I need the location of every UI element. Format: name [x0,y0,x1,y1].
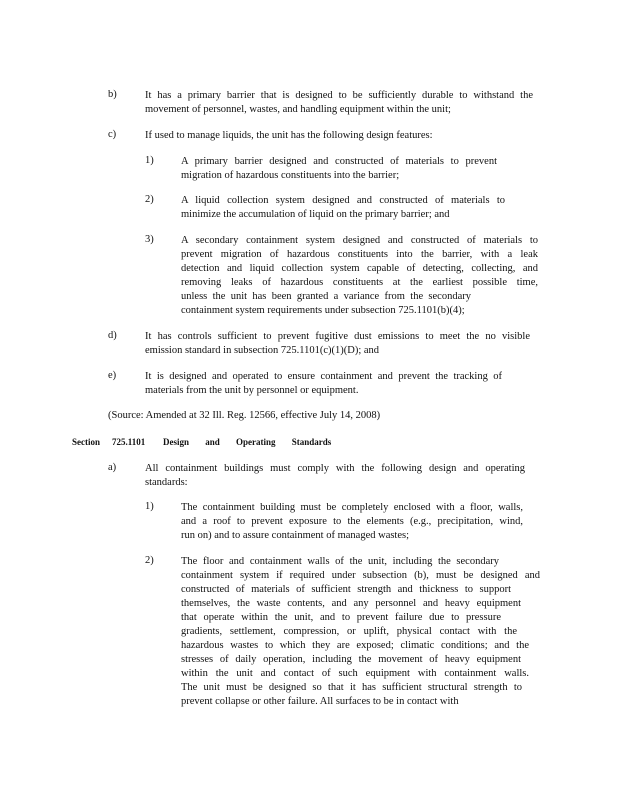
standard-label-a2: 2) [145,555,154,566]
text-line: The unit must be designed so that it has sufficient structural strength to [181,682,522,693]
standard-text-a1 [181,501,523,543]
standard-text-a2 [181,555,540,709]
text-line: containment system if required under subsection (b), must be designed and [181,570,540,581]
text-line: containment system requirements under subsection 725.1101(b)(4); [181,305,465,316]
text-line: that operate within the unit, and to prevent failure due to pressure [181,612,501,623]
text-line: materials from the unit by personnel or equipment. [145,385,359,396]
standard-text-a [145,462,525,490]
section-number: 725.1101 [112,437,146,447]
text-line: run on) and to assure containment of managed wastes; [181,530,410,541]
text-line: The containment building must be completely enclosed with a floor, walls, [181,502,523,513]
text-line: constructed of materials of sufficient strength and thickness to support [181,584,511,595]
item-label-d: d) [108,330,117,341]
subitem-text-c3 [181,234,538,318]
item-label-e: e) [108,370,117,381]
standard-label-a: a) [108,462,117,473]
text-line: prevent migration of hazardous constituents into the barrier, with a leak [181,249,538,260]
text-line: migration of hazardous constituents into the barrier; [181,170,400,181]
text-line: gradients, settlement, compression, or uplift, physical contact with the [181,626,517,637]
item-text-b [145,89,533,117]
text-line: themselves, the waste contents, and any personnel and heavy equipment [181,598,521,609]
item-text-c [145,129,533,143]
text-line: movement of personnel, wastes, and handling equipment within the unit; [145,104,451,115]
text-line: minimize the accumulation of liquid on the primary barrier; and [181,209,450,220]
item-label-c: c) [108,129,117,140]
text-line: emission standard in subsection 725.1101(c)(1)(D); and [145,345,380,356]
text-line: stresses of daily operation, including the movement of heavy equipment [181,654,521,665]
text-line: It has controls sufficient to prevent fugitive dust emissions to meet the no visible [145,331,530,342]
subitem-label-c1: 1) [145,155,154,166]
text-line: (Source: Amended at 32 Ill. Reg. 12566, effective July 14, 2008) [108,410,381,421]
text-line: A primary barrier designed and constructed of materials to prevent [181,156,497,167]
subitem-label-c3: 3) [145,234,154,245]
text-line: If used to manage liquids, the unit has the following design features: [145,130,433,141]
text-line: detection and liquid collection system capable of detecting, collecting, and [181,263,538,274]
text-line: removing leaks of hazardous constituents at the earliest possible time, [181,277,538,288]
text-line: It has a primary barrier that is designed to be sufficiently durable to withstand the [145,90,533,101]
source-note [108,409,508,423]
item-text-e [145,370,502,398]
text-line: A liquid collection system designed and constructed of materials to [181,195,505,206]
text-line: within the unit and contact of such equipment with containment walls. [181,668,529,679]
text-line: prevent collapse or other failure. All surfaces to be in contact with [181,696,459,707]
subitem-text-c2 [181,194,505,222]
subitem-text-c1 [181,155,497,183]
section-title: Design and Operating Standards [163,437,332,447]
text-line: and a roof to prevent exposure to the elements (e.g., precipitation, wind, [181,516,523,527]
text-line: The floor and containment walls of the unit, including the secondary [181,556,499,567]
text-line: All containment buildings must comply with the following design and operating [145,463,525,474]
item-label-b: b) [108,89,117,100]
section-word: Section [72,437,100,447]
text-line: A secondary containment system designed and constructed of materials to [181,235,538,246]
text-line: It is designed and operated to ensure containment and prevent the tracking of [145,371,502,382]
item-text-d [145,330,530,358]
text-line: standards: [145,477,188,488]
standard-label-a1: 1) [145,501,154,512]
text-line: hazardous wastes to which they are exposed; climatic conditions; and the [181,640,529,651]
text-line: unless the unit has been granted a variance from the secondary [181,291,471,302]
subitem-label-c2: 2) [145,194,154,205]
